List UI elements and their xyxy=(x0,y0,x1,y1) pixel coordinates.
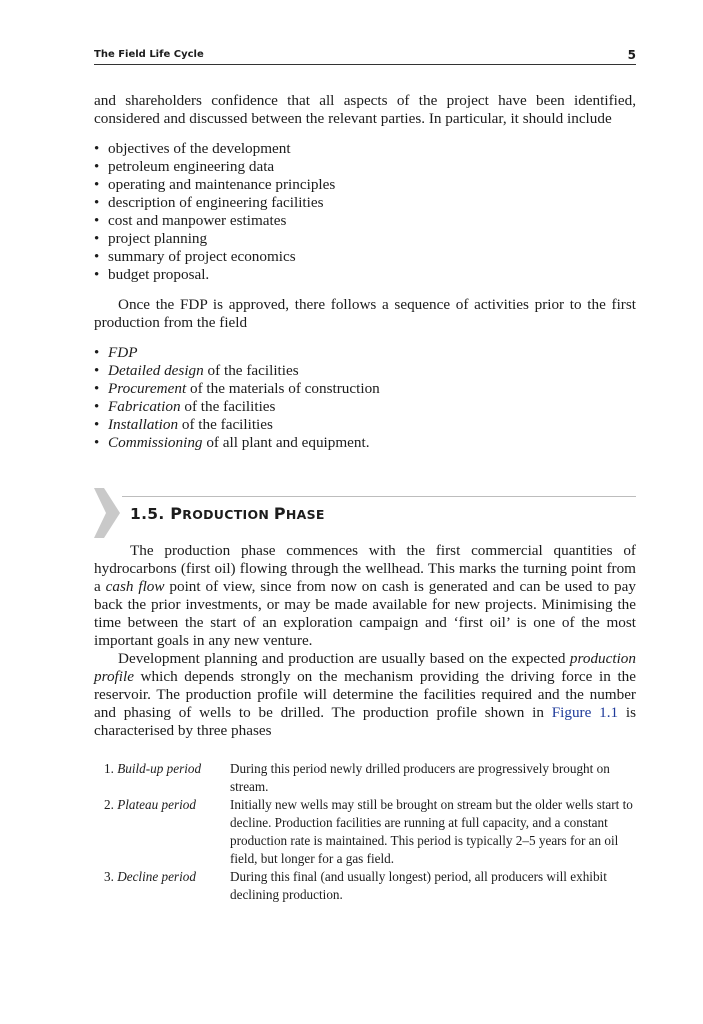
phase-term: Build-up period xyxy=(117,761,202,776)
list-item: • petroleum engineering data xyxy=(94,158,636,176)
running-title: The Field Life Cycle xyxy=(94,49,204,60)
list-term: FDP xyxy=(108,344,138,361)
list-item xyxy=(94,344,636,362)
list-term: Procurement xyxy=(108,380,187,397)
list-item: • objectives of the development xyxy=(94,140,636,158)
list-item: • project planning xyxy=(94,230,636,248)
list-item: • Procurement of the materials of construction xyxy=(94,380,636,398)
phases-list xyxy=(104,760,634,904)
phase-item: 1. Build-up period During this period newly drilled producers are progressively brought on stream. xyxy=(104,760,634,796)
page-body xyxy=(94,92,636,452)
list-term: Installation xyxy=(108,416,179,433)
figure-link[interactable]: Figure 1.1 xyxy=(551,704,619,721)
chevron-marker-icon xyxy=(94,486,120,538)
phase-item: 2. Plateau period Initially new wells may still be brought on stream but the older wells start to decline. Production facilities are running at full capacity, and a constant production rate is maintained. This period is typically 2–5 years for an oil field, but longer for a gas field. xyxy=(104,797,633,866)
list-item: • Detailed design of the facilities xyxy=(94,362,636,380)
production-paragraph-2: Development planning and production are usually based on the expected production profile which depends strongly on the mechanism providing the driving force in the reservoir. The production profile will determine the facilities required and the number and phasing of wells to be drilled. The production profile shown in Figure 1.1 is characterised by three phases xyxy=(94,650,636,739)
phase-description: During this final (and usually longest) period, all producers will exhibit declining production. xyxy=(230,869,607,902)
running-header xyxy=(94,46,636,65)
list-item: • budget proposal. xyxy=(94,266,636,284)
list-term: Detailed design xyxy=(108,362,204,379)
section-title: 1.5. PRODUCTION PHASE xyxy=(130,504,325,523)
activity-list xyxy=(94,344,636,452)
fdp-paragraph: Once the FDP is approved, there follows a sequence of activities prior to the first production from the field xyxy=(94,296,636,331)
list-item: • Installation of the facilities xyxy=(94,416,636,434)
section-rule xyxy=(122,496,636,497)
list-item: • Fabrication of the facilities xyxy=(94,398,636,416)
list-item: • operating and maintenance principles xyxy=(94,176,636,194)
list-term: Commissioning xyxy=(108,434,203,451)
list-term: Fabrication xyxy=(108,398,181,415)
list-item: • cost and manpower estimates xyxy=(94,212,636,230)
phase-description: During this period newly drilled producers are progressively brought on stream. xyxy=(230,761,610,794)
list-item: • Commissioning of all plant and equipment. xyxy=(94,434,636,452)
production-body xyxy=(94,542,636,740)
phase-term: Plateau period xyxy=(117,797,196,812)
production-paragraph-1: The production phase commences with the first commercial quantities of hydrocarbons (first oil) flowing through the wellhead. This marks the turning point from a cash flow point of view, since from now on cash is generated and can be used to pay back the prior investments, or may be made available for new projects. Minimising the time between the start of an exploration campaign and ‘first oil’ is one of the most important goals in any new venture. xyxy=(94,542,636,649)
list-item: • summary of project economics xyxy=(94,248,636,266)
page-number: 5 xyxy=(627,48,636,62)
fdp-contents-list xyxy=(94,140,636,284)
phase-item: 3. Decline period During this final (and usually longest) period, all producers will exhibit declining production. xyxy=(104,868,634,904)
section-heading-block xyxy=(94,486,636,540)
intro-paragraph: and shareholders confidence that all aspects of the project have been identified, considered and discussed between the relevant parties. In particular, it should include xyxy=(94,92,636,127)
phase-term: Decline period xyxy=(117,869,196,884)
list-item: • description of engineering facilities xyxy=(94,194,636,212)
phase-description: Initially new wells may still be brought on stream but the older wells start to decline. Production facilities are running at full capacity, and a constant production rate is maintained. This period is typically 2–5 years for an oil field, but longer for a gas field. xyxy=(230,797,633,866)
